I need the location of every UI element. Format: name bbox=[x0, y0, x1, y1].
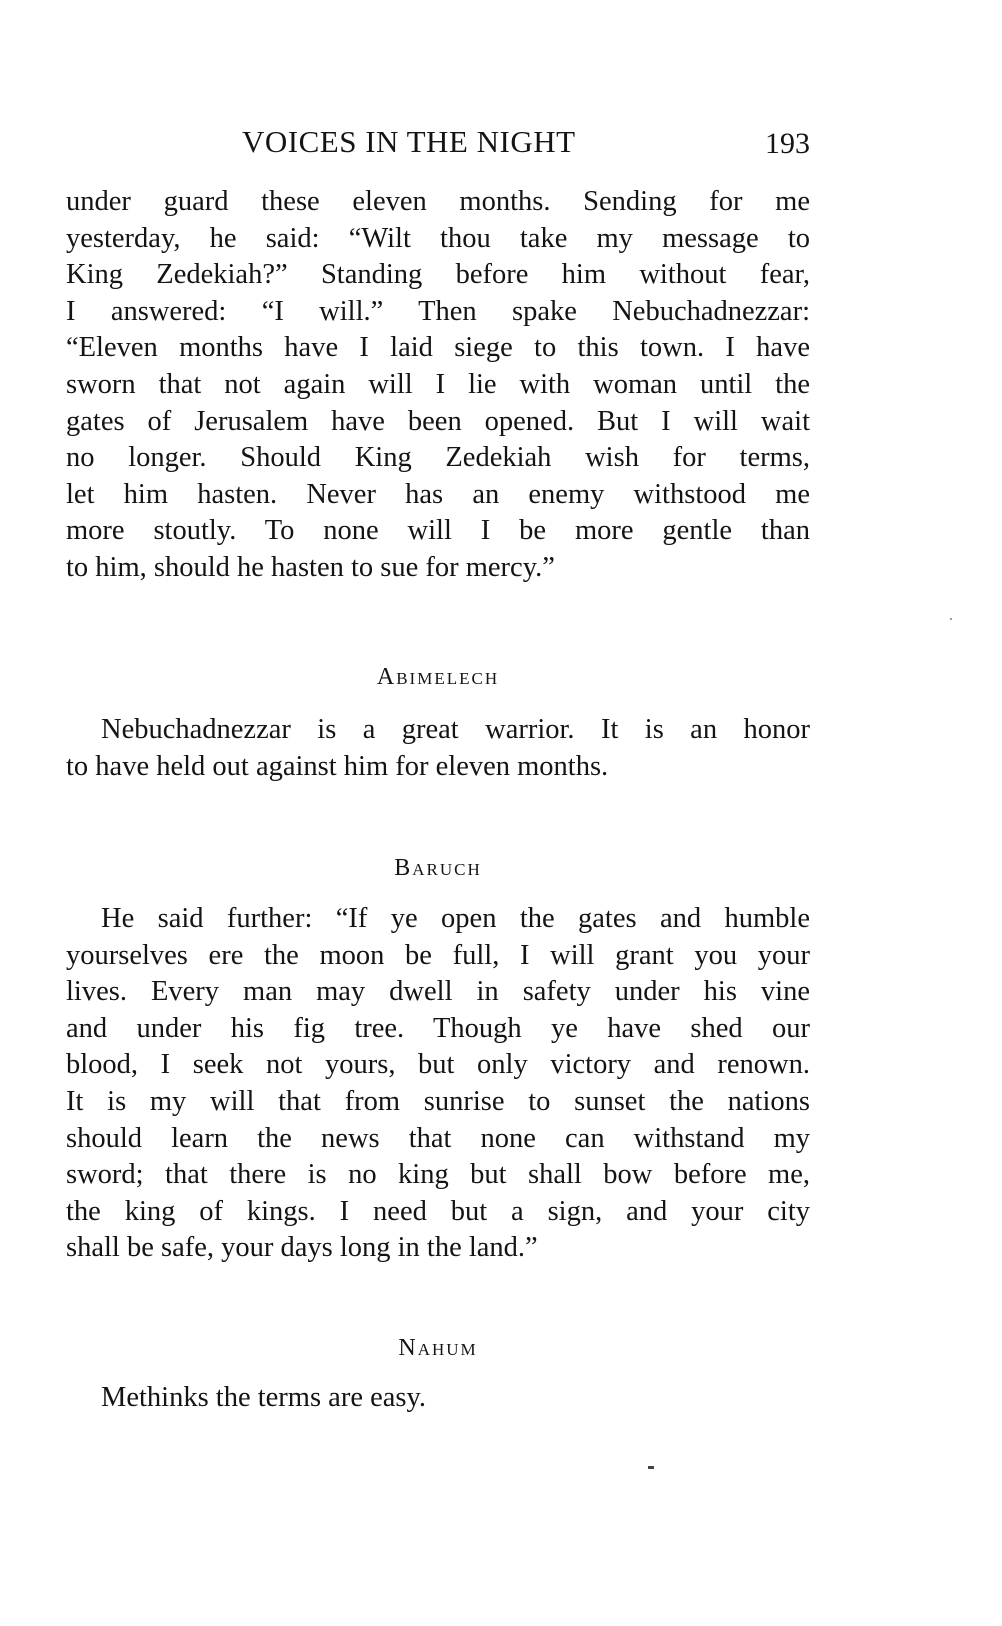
speech-abimelech bbox=[66, 712, 810, 785]
text-line: to have held out against him for eleven months. bbox=[66, 750, 609, 782]
speaker-nahum: Nahum bbox=[398, 1335, 478, 1361]
text-line: He said further: “If ye open the gates and humble bbox=[101, 903, 810, 934]
text-line: blood, I seek not yours, but only victory and renown. bbox=[66, 1049, 810, 1081]
text-line: let him hasten. Never has an enemy withstood me bbox=[66, 478, 810, 510]
speech-baruch bbox=[66, 901, 810, 1267]
text-line: shall be safe, your days long in the land.” bbox=[66, 1232, 538, 1264]
running-header bbox=[66, 124, 810, 164]
text-line: the king of kings. I need but a sign, and your city bbox=[66, 1195, 810, 1227]
speaker-abimelech: Abimelech bbox=[376, 664, 500, 690]
text-line: and under his fig tree. Though ye have shed our bbox=[66, 1012, 810, 1044]
text-line: I answered: “I will.” Then spake Nebuchadnezzar: bbox=[66, 295, 810, 327]
text-line: gates of Jerusalem have been opened. But I will wait bbox=[66, 405, 810, 437]
speaker-baruch: Baruch bbox=[394, 855, 482, 881]
text-line: lives. Every man may dwell in safety under his vine bbox=[66, 976, 810, 1008]
ink-speck bbox=[950, 618, 952, 620]
text-line: Methinks the terms are easy. bbox=[101, 1382, 427, 1413]
text-line: “Eleven months have I laid siege to this town. I have bbox=[66, 332, 810, 364]
text-line: sword; that there is no king but shall bow before me, bbox=[66, 1159, 810, 1191]
text-line: yesterday, he said: “Wilt thou take my message to bbox=[66, 222, 810, 254]
text-line: It is my will that from sunrise to sunset the nations bbox=[66, 1085, 810, 1117]
text-line: should learn the news that none can withstand my bbox=[66, 1122, 810, 1154]
text-line: more stoutly. To none will I be more gentle than bbox=[66, 515, 810, 547]
text-line: sworn that not again will I lie with woman until the bbox=[66, 368, 810, 400]
text-line: Nebuchadnezzar is a great warrior. It is an honor bbox=[101, 714, 810, 745]
ink-speck bbox=[648, 1466, 654, 1469]
text-line: no longer. Should King Zedekiah wish for terms, bbox=[66, 442, 810, 474]
text-line: yourselves ere the moon be full, I will grant you your bbox=[66, 939, 810, 971]
text-line: to him, should he hasten to sue for mercy.” bbox=[66, 551, 555, 583]
text-line: King Zedekiah?” Standing before him without fear, bbox=[66, 259, 810, 291]
running-title: VOICES IN THE NIGHT bbox=[242, 124, 576, 159]
page-number: 193 bbox=[765, 127, 810, 160]
continued-paragraph bbox=[66, 184, 810, 587]
text-line: under guard these eleven months. Sending for me bbox=[66, 186, 810, 217]
speech-nahum bbox=[66, 1380, 810, 1417]
